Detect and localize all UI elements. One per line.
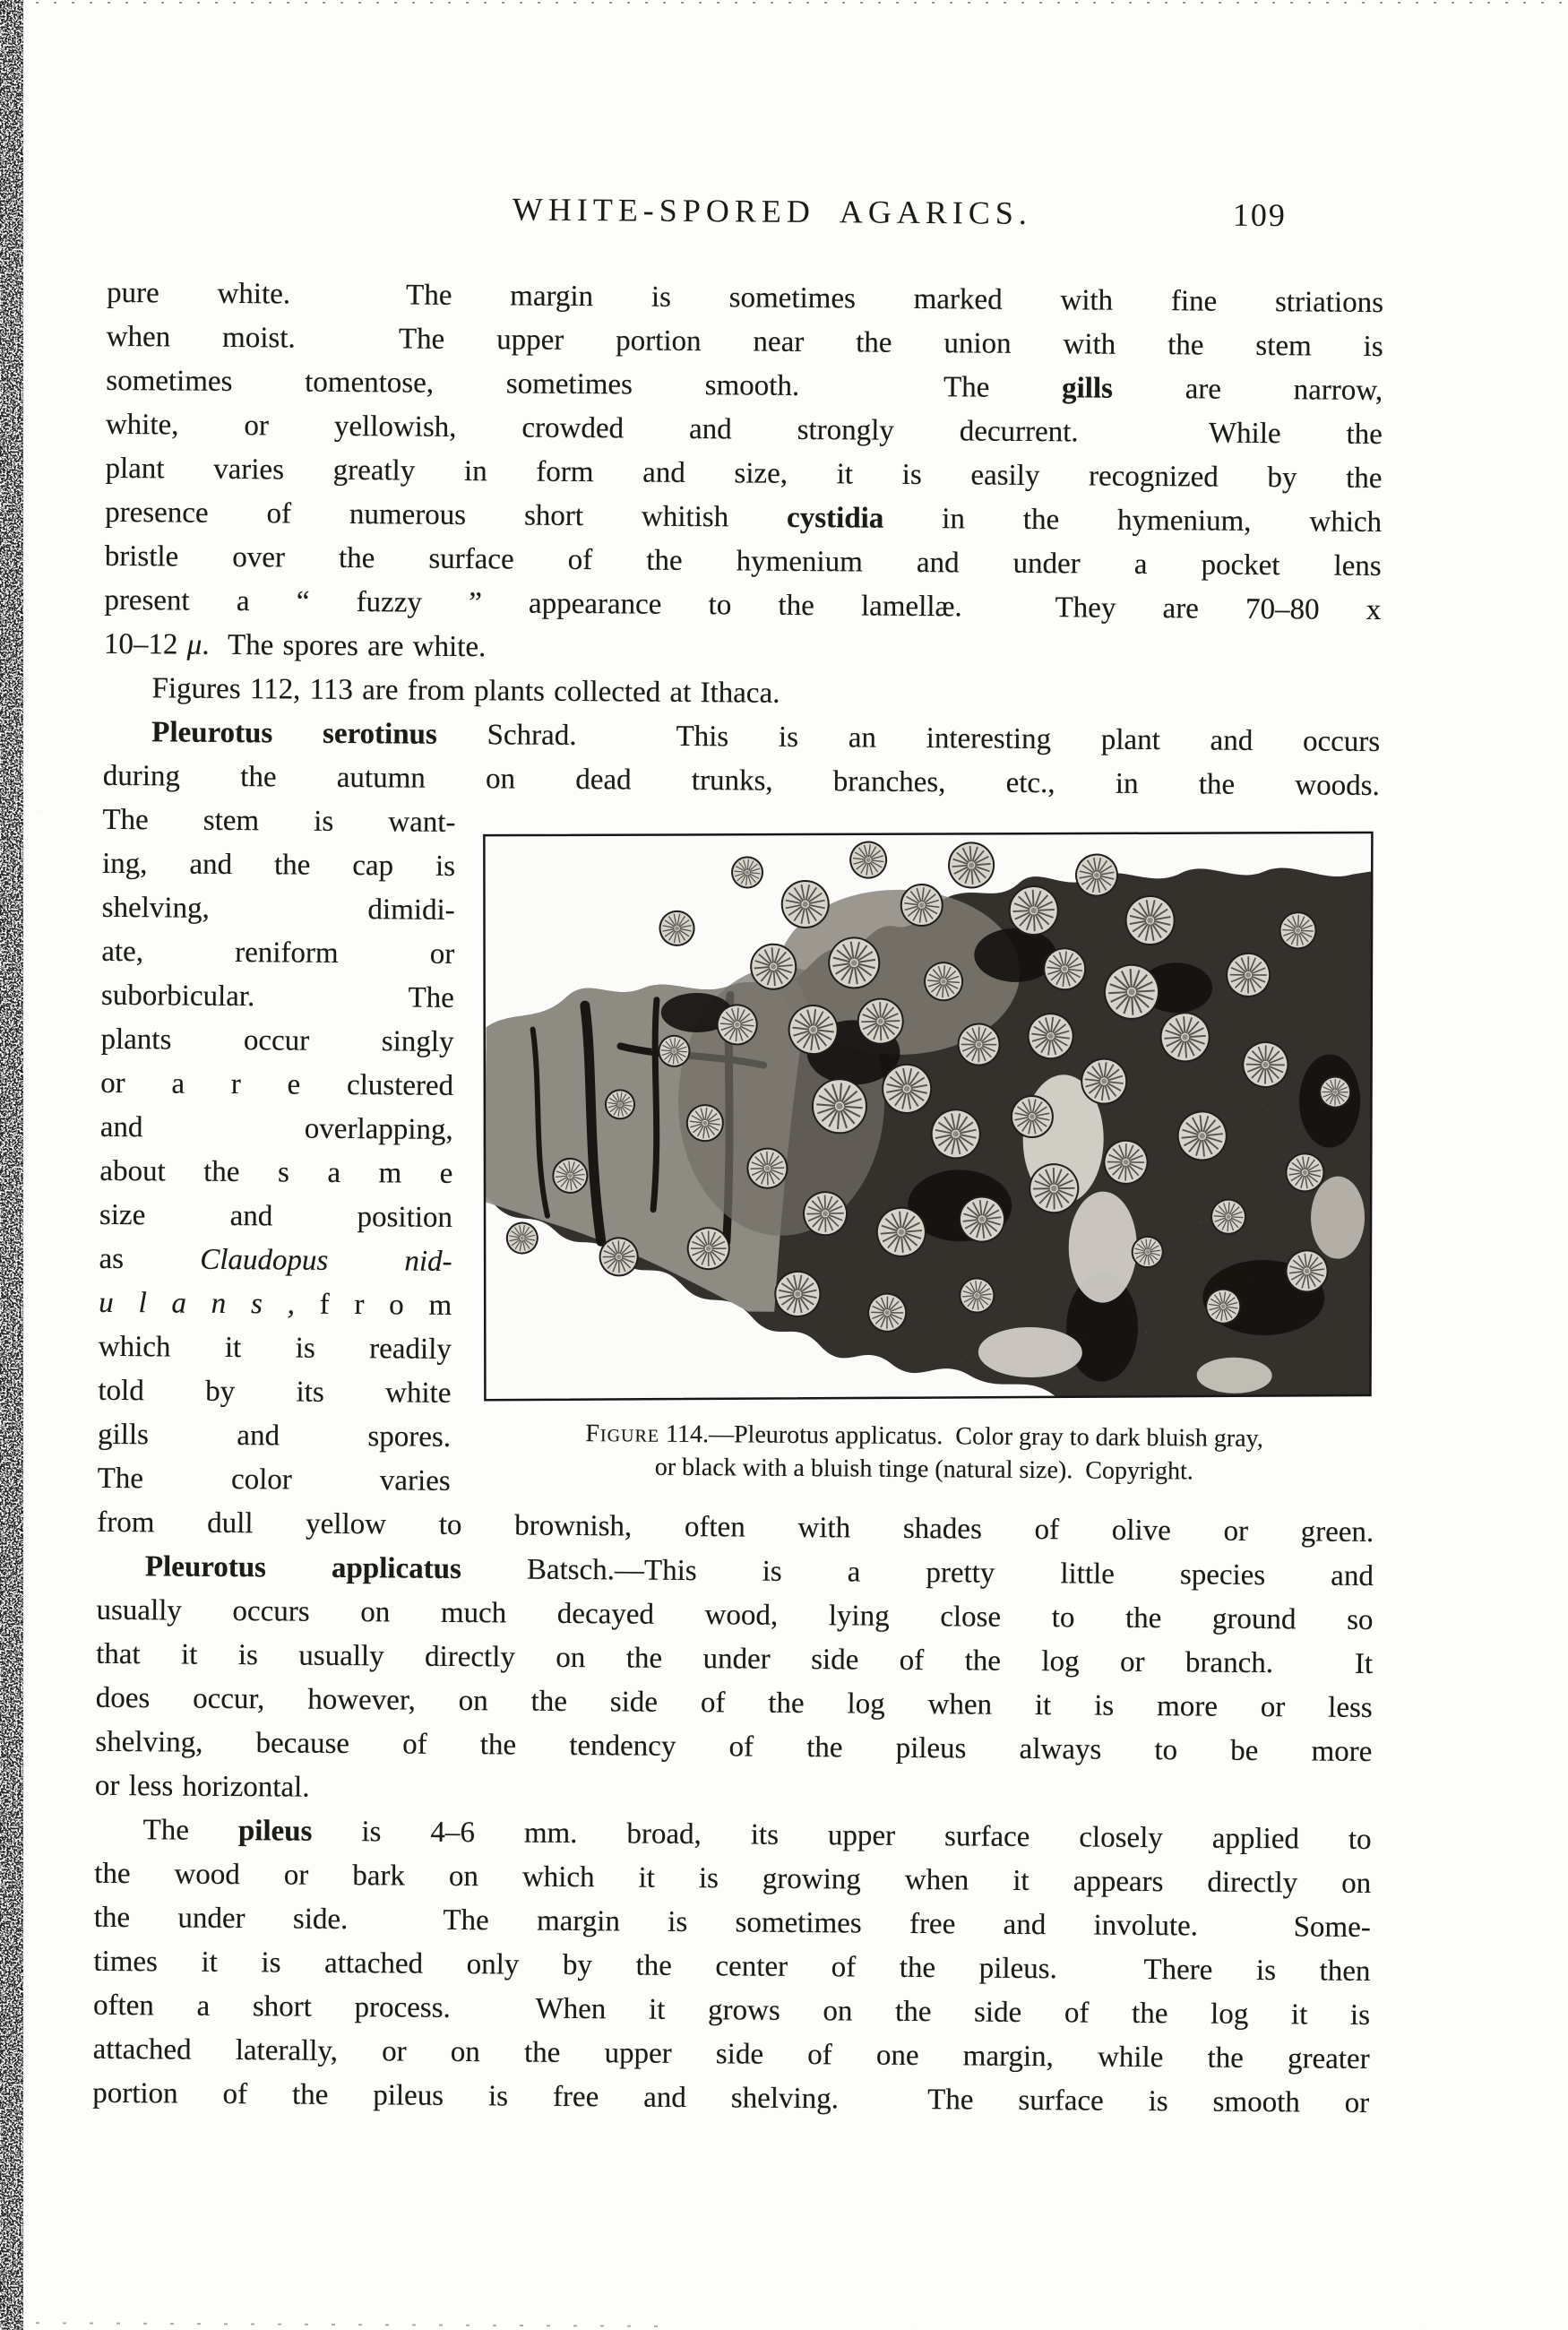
text-segment: often a short process. When it grows on the side of the log it is [92,1989,1371,2032]
text-segment: from dull yellow to brownish, often with shades of olive or green. [97,1506,1374,1549]
paragraph [104,272,1383,677]
text-segment: that it is usually directly on the under side of the log or branch. It [96,1637,1374,1680]
text-segment: the under side. The margin is sometimes free and involute. Some- [93,1901,1371,1944]
text-segment: during the autumn on dead trunks, branches, etc., in the woods. [102,759,1380,803]
paragraph [95,1545,1374,1818]
text-segment: gills and spores. [97,1418,452,1454]
text-segment: attached laterally, or on the upper side of one margin, while the greater [92,2032,1370,2075]
text-segment: cystidia [786,501,884,535]
text-segment: white, or yellowish, crowded and strongly decurrent. While the [105,408,1383,452]
text-segment: present a “ fuzzy ” appearance to the lamellæ. They are 70–80 x [104,583,1382,627]
text-segment: plants occur singly [100,1023,454,1058]
text-segment: Schrad. This is an interesting plant and occurs [436,718,1381,759]
text-segment: usually occurs on much decayed wood, lying close to the ground so [96,1593,1374,1637]
text-segment: which it is readily [98,1330,452,1366]
text-segment: 114.—Pleurotus applicatus. Color gray to dark bluish gray, [659,1420,1263,1454]
text-segment: Figure [585,1420,660,1448]
text-segment: plant varies greatly in form and size, it is easily recognized by the [105,452,1383,496]
text-segment: in the hymenium, which [883,502,1383,539]
text-segment: or black with a bluish tinge (natural size). Copyright. [654,1453,1193,1486]
text-segment: . The spores are white. [202,628,487,664]
text-segment: as [99,1242,201,1276]
text-segment: ing, and the cap is [101,847,456,883]
text-segment: or a r e clustered [100,1066,454,1102]
text-segment: told by its white [98,1374,452,1410]
text-segment: The stem is want- [102,803,456,839]
text-segment: Pleurotus serotinus [151,716,437,751]
text-segment: The [142,1814,239,1848]
text-segment: u l a n s , [99,1286,296,1321]
text-segment: the wood or bark on which it is growing when it appears directly on [94,1857,1372,1900]
text-segment: Claudopus nid- [200,1243,452,1278]
text-segment: presence of numerous short whitish [105,496,788,534]
text-segment: f r o m [294,1288,452,1322]
text-segment: gills [1061,372,1114,405]
body-text [92,272,1383,2126]
page-content [92,187,1384,2126]
text-segment: pileus [237,1815,313,1848]
running-head [108,187,1384,237]
bottom-edge-noise [0,2314,1568,2330]
text-segment: or less horizontal. [94,1769,310,1804]
paragraph [92,1808,1372,2126]
figure-caption [474,1416,1375,1489]
text-segment: when moist. The upper portion near the union with the stem is [106,320,1383,364]
text-line [92,2072,1369,2126]
text-segment: are narrow, [1112,372,1383,408]
paragraph [103,711,1381,808]
figure-photo-mushrooms-on-log [474,821,1379,1411]
figure-114 [474,821,1380,1489]
right-edge-noise [1555,0,1568,2330]
text-segment: Pleurotus applicatus [144,1550,462,1586]
text-segment: is 4–6 mm. broad, its upper surface closely applied to [312,1815,1372,1856]
text-segment: suborbicular. The [100,979,455,1014]
text-segment: μ [186,628,202,661]
text-segment: Figures 112, 113 are from plants collected at Ithaca. [151,672,780,710]
text-segment: shelving, dimidi- [101,891,455,927]
page-number: 109 [1232,196,1287,234]
figure-caption-line [474,1449,1374,1489]
top-edge-noise [0,0,1568,11]
text-segment: times it is attached only by the center of the pileus. There is then [93,1945,1371,1988]
text-segment: The color varies [97,1462,451,1497]
left-edge-noise [0,0,23,2330]
text-segment: ate, reniform or [101,935,455,971]
text-segment: does occur, however, on the side of the log when it is more or less [95,1681,1373,1724]
text-segment: Batsch.—This is a pretty little species and [461,1553,1374,1593]
text-segment: portion of the pileus is free and shelving. The surface is smooth or [92,2076,1370,2119]
text-segment: sometimes tomentose, sometimes smooth. The [106,364,1063,405]
text-segment: shelving, because of the tendency of the pileus always to be more [95,1725,1373,1768]
page-title: WHITE-SPORED AGARICS. [512,191,1032,231]
text-segment: bristle over the surface of the hymenium and under a pocket lens [104,539,1382,583]
text-segment: 10–12 [103,627,187,661]
figure-caption-line [474,1416,1374,1456]
text-segment: pure white. The margin is sometimes marked with fine striations [106,276,1384,320]
text-segment: and overlapping, [99,1110,453,1146]
text-segment: about the s a m e [99,1154,453,1190]
text-segment: size and position [99,1198,453,1234]
